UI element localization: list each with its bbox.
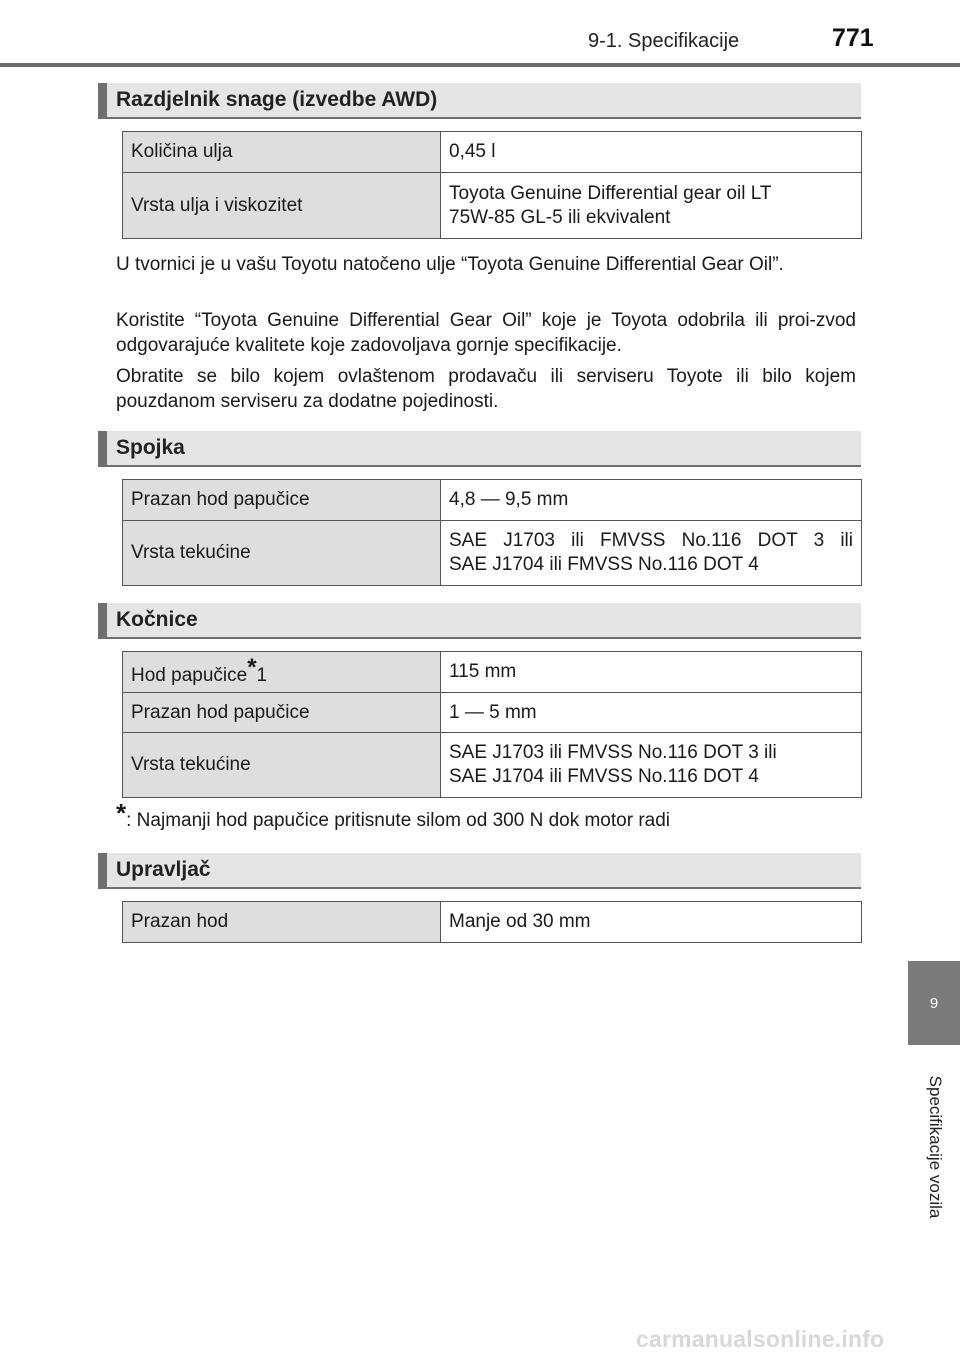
- spec-value-line: SAE J1704 ili FMVSS No.116 DOT 4: [449, 766, 759, 787]
- spec-label: Prazan hod papučice: [123, 480, 441, 521]
- spec-value: 1 — 5 mm: [441, 693, 862, 733]
- table-row: [123, 693, 862, 733]
- header-rule: [0, 63, 960, 67]
- table-row: [123, 902, 862, 943]
- chapter-label-text: Specifikacije vozila: [926, 1075, 945, 1219]
- spec-label: Prazan hod: [123, 902, 441, 943]
- footnote-marker: *: [116, 798, 127, 828]
- spec-label: Prazan hod papučice: [123, 693, 441, 733]
- page-number: 771: [832, 24, 874, 52]
- watermark: carmanualsonline.info: [636, 1326, 885, 1352]
- spec-value: [441, 733, 862, 798]
- section-heading-steering: [98, 853, 861, 889]
- spec-label: Vrsta tekućine: [123, 733, 441, 798]
- footnote-text: : Najmanji hod papučice pritisnute silom od 300 N dok motor radi: [126, 810, 671, 831]
- paragraph-factory-oil: U tvornici je u vašu Toyotu natočeno ulje “Toyota Genuine Differential Gear Oil”.: [116, 254, 784, 275]
- spec-value: 0,45 l: [441, 132, 862, 173]
- spec-value: 115 mm: [441, 652, 862, 693]
- spec-value-line: SAE J1703 ili FMVSS No.116 DOT 3 ili: [449, 742, 777, 763]
- spec-value-line: 75W-85 GL-5 ili ekvivalent: [449, 206, 671, 228]
- spec-value: [441, 173, 862, 239]
- spec-value-line: Toyota Genuine Differential gear oil LT: [449, 182, 772, 204]
- chapter-tab[interactable]: [908, 961, 960, 1045]
- spec-value: [441, 521, 862, 586]
- section-title: Upravljač: [116, 858, 211, 881]
- steering-spec-table: [122, 901, 862, 943]
- paragraph-contact-dealer: Obratite se bilo kojem ovlaštenom prodavaču ili serviseru Toyote ili bilo kojem pouzdanom serviseru za dodatne pojedinosti.: [116, 366, 856, 412]
- table-row: [123, 132, 862, 173]
- brakes-spec-table: [122, 651, 862, 798]
- table-row: [123, 173, 862, 239]
- spec-value: Manje od 30 mm: [441, 902, 862, 943]
- spec-label: Količina ulja: [123, 132, 441, 173]
- spec-value: 4,8 — 9,5 mm: [441, 480, 862, 521]
- section-heading-transfer: [98, 83, 861, 119]
- paragraph-use-genuine-oil: Koristite “Toyota Genuine Differential Gear Oil” koje je Toyota odobrila ili proi-zvod odgovarajuće kvalitete koje zadovoljava gornje specifikacije.: [116, 310, 856, 356]
- spec-label: [123, 652, 441, 693]
- table-row: [123, 521, 862, 586]
- section-heading-brakes: [98, 603, 861, 639]
- clutch-spec-table: [122, 479, 862, 586]
- section-title: Spojka: [116, 436, 185, 459]
- footnote-marker: *: [247, 654, 257, 681]
- chapter-number: 9: [929, 994, 939, 1012]
- footnote-number: 1: [256, 665, 268, 686]
- spec-value-line: SAE J1704 ili FMVSS No.116 DOT 4: [449, 554, 759, 575]
- chapter-side-label: [926, 1052, 945, 1242]
- table-row: [123, 733, 862, 798]
- section-title: Razdjelnik snage (izvedbe AWD): [116, 88, 438, 111]
- brakes-footnote: [116, 798, 856, 833]
- table-row: [123, 480, 862, 521]
- spec-label: Vrsta ulja i viskozitet: [123, 173, 441, 239]
- section-title: Kočnice: [116, 608, 198, 631]
- transfer-spec-table: [122, 131, 862, 239]
- spec-label: Vrsta tekućine: [123, 521, 441, 586]
- spec-value-line: SAE J1703 ili FMVSS No.116 DOT 3 ili: [449, 530, 853, 551]
- section-heading-clutch: [98, 431, 861, 467]
- table-row: [123, 652, 862, 693]
- running-header-section: 9-1. Specifikacije: [588, 30, 740, 52]
- spec-label-text: Hod papučice: [131, 665, 248, 686]
